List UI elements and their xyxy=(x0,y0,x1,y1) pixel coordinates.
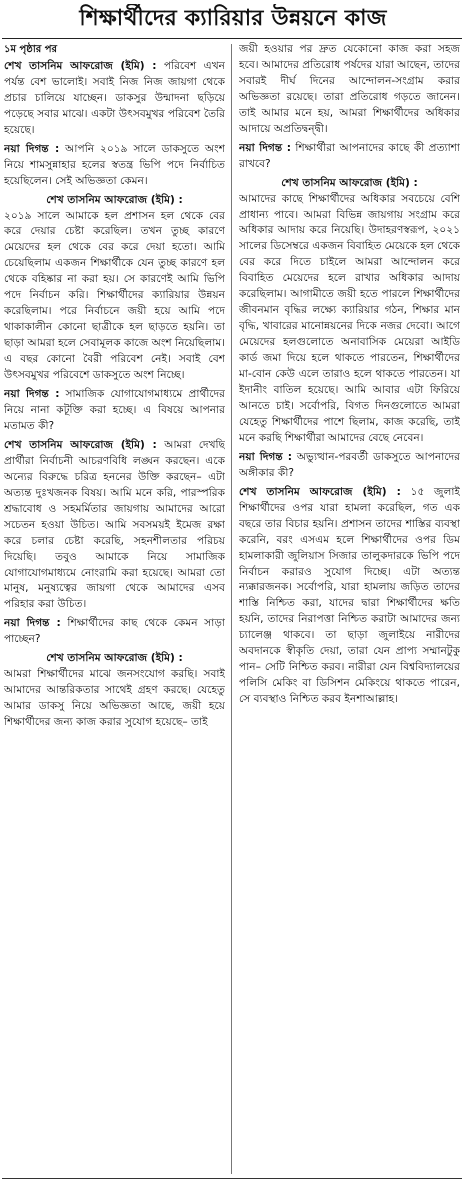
speaker-label-interviewer: নয়া দিগন্ত : xyxy=(4,142,60,155)
speaker-label-guest: শেখ তাসনিম আফরোজ (ইমি) : xyxy=(4,438,157,451)
speaker-label-guest: শেখ তাসনিম আফরোজ (ইমি) : xyxy=(4,59,157,72)
speaker-label-interviewer: নয়া দিগন্ত : xyxy=(4,617,61,630)
qa-paragraph xyxy=(4,438,225,613)
qa-paragraph xyxy=(4,387,225,435)
qa-paragraph xyxy=(4,651,225,731)
speaker-label-interviewer: নয়া দিগন্ত : xyxy=(239,141,292,154)
qa-paragraph xyxy=(239,42,460,138)
headline: শিক্ষার্থীদের ক্যারিয়ার উন্নয়নে কাজ xyxy=(79,6,387,31)
qa-paragraph xyxy=(239,485,460,708)
column-1-body xyxy=(4,59,225,731)
paragraph-text: শিক্ষার্থীদের কাছ থেকে কেমন সাড়া পাচ্ছেন? xyxy=(4,617,225,646)
column-1 xyxy=(4,42,225,1176)
paragraph-text: জয়ী হওয়ার পর দ্রুত যেকোনো কাজ করা সহজ হবে। আমাদের প্রতিরোধ পর্ষদের যারা আছেন, তাদের সবারই দীর্ঘ দিনের আন্দোলন-সংগ্রাম করার অভিজ্ঞতা রয়েছে। তারা প্রতিরোধ গড়তে জানেন। তাই আমার মনে হয়, আমরা শিক্ষার্থীদের অধিকার আদায়ে অপ্রতিদ্বন্দ্বী। xyxy=(239,43,460,135)
speaker-label-guest: শেখ তাসনিম আফরোজ (ইমি) : xyxy=(239,485,401,498)
column-2 xyxy=(239,42,460,1176)
paragraph-text: সামাজিক যোগাযোগমাধ্যমে প্রার্থীদের নিয়ে নানা কটূক্তি করা হচ্ছে। এ বিষয়ে আপনার মতামত কী? xyxy=(4,388,225,432)
qa-paragraph xyxy=(4,193,225,384)
speaker-label-interviewer: নয়া দিগন্ত : xyxy=(4,388,60,401)
paragraph-text: ২০১৯ সালে আমাকে হল প্রশাসন হল থেকে বের করে দেয়ার চেষ্টা করেছিল। তখন তুচ্ছ কারণে মেয়েদের হল থেকে বের করে দেয়া হতো। আমি চেয়েছিলাম একজন শিক্ষার্থীকে যেন তুচ্ছ কারণে হল থেকে বহিষ্কার না করা হয়। সে কারণেই আমি ভিপি পদে নির্বাচন করি। শিক্ষার্থীদের ক্যারিয়ার উন্নয়ন করেছিলাম। পরে নির্বাচনে জয়ী হয়ে আমি পদে থাকাকালীন কোনো ছাত্রীকে হল ছাড়তে হয়নি। তা ছাড়া আমরা হলে সেবামূলক কাজে অংশ নিয়েছিলাম। এ বছর কোনো বৈরী পরিবেশ নেই। সবাই বেশ উৎসবমুখর পরিবেশে ডাকসুতে অংশ নিচ্ছে। xyxy=(4,209,225,382)
qa-paragraph xyxy=(4,616,225,648)
speaker-label-guest: শেখ তাসনিম আফরোজ (ইমি) : xyxy=(281,176,418,189)
paragraph-text: পরিবেশ এখন পর্যন্ত বেশ ভালোই। সবাই নিজ নিজ জায়গা থেকে প্রচার চালিয়ে যাচ্ছেন। ডাকসুর উন্মাদনা ছড়িয়ে পড়েছে সবার মাঝে। একটা উৎসবমুখর পরিবেশ তৈরি হয়েছে। xyxy=(4,59,225,136)
paragraph-text: আপনি ২০১৯ সালে ডাকসুতে অংশ নিয়ে শামসুন্নাহার হলের স্বতন্ত্র ভিপি পদে নির্বাচিত হয়েছিলেন। সেই অভিজ্ঞতা কেমন। xyxy=(4,142,225,187)
column-divider xyxy=(231,44,232,1174)
paragraph-text: আমাদের কাছে শিক্ষার্থীদের অধিকার সবচেয়ে বেশি প্রাধান্য পাবে। আমরা বিভিন্ন জায়গায় সংগ্রাম করে অধিকার আদায় করে নিয়েছি। উদাহরণস্বরূপ, ২০২১ সালের ডিসেম্বরে একজন বিবাহিত মেয়েকে হল থেকে বের করে দিতে চাইলে আমরা আন্দোলন করে বিবাহিত মেয়েদের হলে রাখার অধিকার আদায় করেছিলাম। আগামীতে জয়ী হতে পারলে শিক্ষার্থীদের জীবনমান বৃদ্ধির লক্ষ্যে ক্যারিয়ার গঠন, শিক্ষার মান বৃদ্ধি, খাবারের মানোন্নয়নের দিকে নজর দেবো। আগে মেয়েদের হলগুলোতে অনাবাসিক মেয়েরা আইডি কার্ড জমা দিয়ে হলে থাকতে পারতেন, শিক্ষার্থীদের মা-বোন কেউ এলে তারাও হলে থাকতে পারতেন। যা ইদানীং বাতিল হয়েছে। আমি আবার এটা ফিরিয়ে আনতে চাই। সর্বোপরি, বিগত দিনগুলোতে আমরা যেহেতু শিক্ষার্থীদের পাশে ছিলাম, কাজ করেছি, তাই মনে করছি শিক্ষার্থীরা আমাদের বেছে নেবেন। xyxy=(239,192,460,444)
speaker-label-guest: শেখ তাসনিম আফরোজ (ইমি) : xyxy=(46,652,183,665)
qa-paragraph xyxy=(239,450,460,482)
qa-paragraph xyxy=(4,59,225,139)
paragraph-text: ১৫ জুলাই শিক্ষার্থীদের ওপর যারা হামলা করেছিল, গত এক বছরে তার বিচার হয়নি। প্রশাসন তাদের শাস্তির ব্যবস্থা করেনি, বরং এসএম হলে শিক্ষার্থীদের ওপর ডিম হামলাকারী জুলিয়াস সিজার তালুকদারকে ভিপি পদে নির্বাচন করারও সুযোগ দিচ্ছে। এটা অত্যন্ত ন্যক্কারজনক। সর্বোপরি, যারা হামলায় জড়িত তাদের শাস্তি নিশ্চিত করা, যাদের দ্বারা শিক্ষার্থীদের ক্ষতি হয়নি, তাদের নিরাপত্তা নিশ্চিত করাটা আমাদের জন্য চ্যালেঞ্জ থাকবে। তা ছাড়া জুলাইয়ে নারীদের অবদানকে স্বীকৃতি দেয়া, তারা যেন প্রাপ্য সম্মানটুকু পান– সেটি নিশ্চিত করব। নারীরা যেন বিশ্ববিদ্যালয়ের পলিসি মেকিং বা ডিসিশন মেকিংয়ে থাকতে পারেন, সে ব্যবস্থাও নিশ্চিত করব ইনশাআল্লাহ। xyxy=(239,485,460,706)
paragraph-text: শিক্ষার্থীরা আপনাদের কাছে কী প্রত্যাশা রাখবে? xyxy=(239,141,460,170)
headline-rule xyxy=(2,38,462,39)
paragraph-text: আমরা শিক্ষার্থীদের মাঝে জনসংযোগ করছি। সবাই আমাদের আন্তরিকতার সাথেই গ্রহণ করছে। যেহেতু আমার ডাকসু নিয়ে অভিজ্ঞতা আছে, জয়ী হয়ে শিক্ষার্থীদের জন্য কাজ করার সুযোগ হয়েছে– তাই xyxy=(4,668,225,729)
qa-paragraph xyxy=(239,176,460,447)
bottom-rule xyxy=(2,1178,462,1179)
paragraph-text: অভ্যুত্থান-পরবর্তী ডাকসুতে আপনাদের অঙ্গীকার কী? xyxy=(239,450,460,479)
speaker-label-interviewer: নয়া দিগন্ত : xyxy=(239,450,293,463)
qa-paragraph xyxy=(239,141,460,173)
column-2-body xyxy=(239,42,460,708)
speaker-label-guest: শেখ তাসনিম আফরোজ (ইমি) : xyxy=(46,193,183,206)
qa-paragraph xyxy=(4,142,225,190)
paragraph-text: আমরা দেখছি প্রার্থীরা নির্বাচনী আচরণবিধি লঙ্ঘন করছেন। একে অন্যের বিরুদ্ধে চরিত্র হননের উক্তি করছেন– এটা অত্যন্ত দুঃখজনক বিষয়। আমি মনে করি, পারস্পরিক শ্রদ্ধাবোধ ও সহমর্মিতার জায়গায় আমাদের আরো সচেতন হওয়া উচিত। আমি সবসময়ই ইমেজ রক্ষা করে চলার চেষ্টা করেছি, সহনশীলতার পরিচয় দিয়েছি। তবুও আমাকে নিয়ে সামাজিক যোগাযোগমাধ্যমে নোংরামি করা হয়েছে। আমরা তো মানুষ, মনুষ্যত্বের জায়গা থেকে আমাদের এসব পরিহার করা উচিত। xyxy=(4,438,225,611)
continued-from-label: ১ম পৃষ্ঠার পর xyxy=(4,44,57,55)
